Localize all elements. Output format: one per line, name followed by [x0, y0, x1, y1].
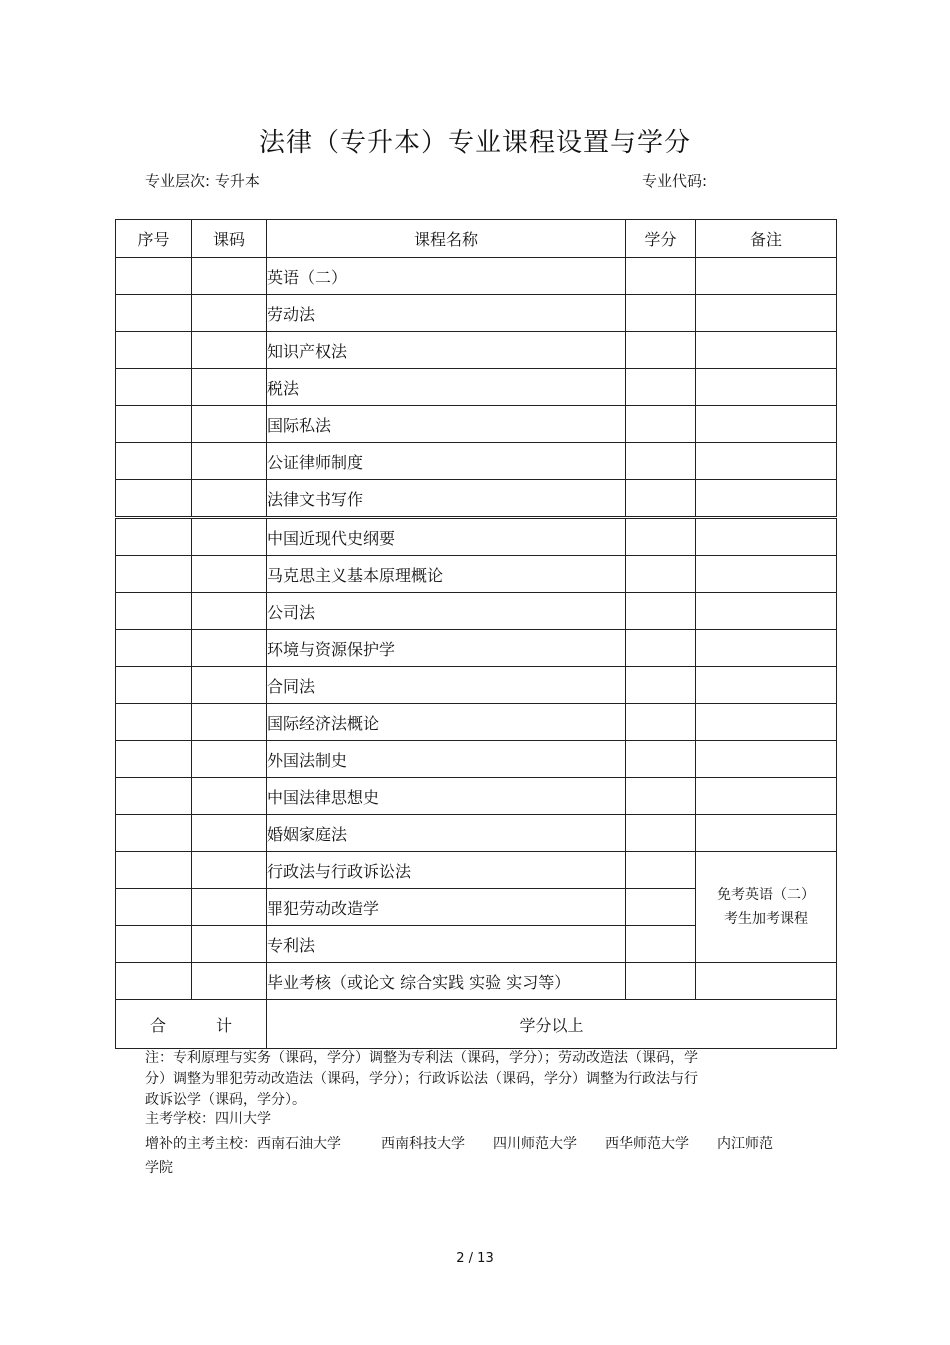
table-row	[116, 480, 837, 518]
remark-cell	[696, 667, 837, 704]
table-row	[116, 741, 837, 778]
index-cell	[116, 963, 192, 1000]
extra-school: 西南石油大学	[257, 1136, 341, 1152]
index-cell	[116, 480, 192, 518]
course-name-cell: 中国法律思想史	[267, 778, 626, 815]
major-level-value: 专升本	[214, 172, 260, 190]
remark-line: 考生加考课程	[724, 911, 808, 927]
credit-cell	[626, 778, 696, 815]
remark-cell	[696, 815, 837, 852]
credit-cell	[626, 667, 696, 704]
table-row	[116, 556, 837, 593]
code-cell	[192, 556, 267, 593]
table-row	[116, 332, 837, 369]
code-cell	[192, 369, 267, 406]
total-label-char: 计	[216, 1015, 233, 1035]
course-name-cell: 法律文书写作	[267, 480, 626, 518]
main-exam-school: 主考学校：四川大学	[145, 1111, 271, 1127]
remark-cell	[696, 630, 837, 667]
code-cell	[192, 258, 267, 295]
credit-cell	[626, 369, 696, 406]
code-cell	[192, 778, 267, 815]
code-cell	[192, 667, 267, 704]
header-credit: 学分	[626, 220, 696, 258]
credit-cell	[626, 704, 696, 741]
course-name-cell: 劳动法	[267, 295, 626, 332]
code-cell	[192, 443, 267, 480]
table-row	[116, 593, 837, 630]
remark-cell	[696, 593, 837, 630]
course-name-cell: 行政法与行政诉讼法	[267, 852, 626, 889]
extra-school: 西华师范大学	[605, 1136, 689, 1152]
code-cell	[192, 630, 267, 667]
credit-cell	[626, 815, 696, 852]
table-row	[116, 295, 837, 332]
remark-cell	[696, 295, 837, 332]
extra-school: 内江师范	[717, 1136, 773, 1152]
index-cell	[116, 630, 192, 667]
table-row	[116, 369, 837, 406]
credit-cell	[626, 518, 696, 556]
extra-exam-schools	[145, 1132, 825, 1180]
code-cell	[192, 741, 267, 778]
index-cell	[116, 741, 192, 778]
remark-cell	[696, 741, 837, 778]
remark-cell	[696, 406, 837, 443]
extra-schools-label: 增补的主考主校：	[145, 1136, 257, 1152]
credit-cell	[626, 295, 696, 332]
course-name-cell: 税法	[267, 369, 626, 406]
total-value-cell: 学分以上	[267, 1000, 837, 1049]
table-row	[116, 852, 837, 889]
index-cell	[116, 443, 192, 480]
remark-line: 免考英语（二）	[717, 887, 815, 903]
remark-cell	[696, 963, 837, 1000]
index-cell	[116, 556, 192, 593]
table-row	[116, 443, 837, 480]
table-row	[116, 518, 837, 556]
code-cell	[192, 295, 267, 332]
remark-cell	[696, 443, 837, 480]
remark-merged-cell	[696, 852, 837, 963]
table-row	[116, 630, 837, 667]
total-row	[116, 1000, 837, 1049]
page-indicator: 2 / 13	[456, 1251, 494, 1266]
index-cell	[116, 667, 192, 704]
index-cell	[116, 369, 192, 406]
code-cell	[192, 480, 267, 518]
index-cell	[116, 778, 192, 815]
code-cell	[192, 518, 267, 556]
credit-cell	[626, 258, 696, 295]
index-cell	[116, 295, 192, 332]
total-label-char: 合	[149, 1015, 166, 1035]
credit-cell	[626, 741, 696, 778]
course-name-cell: 中国近现代史纲要	[267, 518, 626, 556]
credit-cell	[626, 443, 696, 480]
index-cell	[116, 593, 192, 630]
course-name-cell: 国际私法	[267, 406, 626, 443]
major-code	[642, 170, 707, 191]
footnote-line: 注：专利原理与实务（课码，学分）调整为专利法（课码，学分）；劳动改造法（课码，学	[145, 1050, 698, 1066]
table-header-row	[116, 220, 837, 258]
credit-cell	[626, 480, 696, 518]
code-cell	[192, 852, 267, 889]
course-name-cell: 公司法	[267, 593, 626, 630]
index-cell	[116, 518, 192, 556]
credit-cell	[626, 852, 696, 889]
table-row	[116, 704, 837, 741]
course-name-cell: 毕业考核（或论文 综合实践 实验 实习等）	[267, 963, 626, 1000]
course-name-cell: 专利法	[267, 926, 626, 963]
code-cell	[192, 889, 267, 926]
credit-cell	[626, 889, 696, 926]
remark-cell	[696, 556, 837, 593]
credit-cell	[626, 593, 696, 630]
credit-cell	[626, 406, 696, 443]
table-row	[116, 778, 837, 815]
course-name-cell: 英语（二）	[267, 258, 626, 295]
extra-school: 西南科技大学	[381, 1136, 465, 1152]
footnote-line: 分）调整为罪犯劳动改造法（课码，学分）；行政诉讼法（课码，学分）调整为行政法与行	[145, 1071, 698, 1087]
course-name-cell: 公证律师制度	[267, 443, 626, 480]
course-name-cell: 婚姻家庭法	[267, 815, 626, 852]
code-cell	[192, 332, 267, 369]
footnote-line: 政诉讼学（课码，学分）。	[145, 1092, 306, 1108]
major-level-label: 专业层次:	[145, 172, 211, 190]
header-code: 课码	[192, 220, 267, 258]
remark-cell	[696, 704, 837, 741]
remark-cell	[696, 518, 837, 556]
header-remark: 备注	[696, 220, 837, 258]
credit-cell	[626, 556, 696, 593]
remark-cell	[696, 369, 837, 406]
credit-cell	[626, 630, 696, 667]
remark-cell	[696, 480, 837, 518]
header-course-name: 课程名称	[267, 220, 626, 258]
remark-cell	[696, 778, 837, 815]
course-name-cell: 合同法	[267, 667, 626, 704]
header-index: 序号	[116, 220, 192, 258]
course-name-cell: 外国法制史	[267, 741, 626, 778]
footnote	[145, 1048, 745, 1111]
course-name-cell: 知识产权法	[267, 332, 626, 369]
index-cell	[116, 704, 192, 741]
index-cell	[116, 332, 192, 369]
course-name-cell: 环境与资源保护学	[267, 630, 626, 667]
major-code-label: 专业代码:	[642, 172, 708, 190]
code-cell	[192, 406, 267, 443]
remark-cell	[696, 332, 837, 369]
code-cell	[192, 593, 267, 630]
table-row	[116, 963, 837, 1000]
page-title: 法律（专升本）专业课程设置与学分	[258, 128, 691, 158]
table-row	[116, 815, 837, 852]
index-cell	[116, 406, 192, 443]
code-cell	[192, 926, 267, 963]
remark-cell	[696, 258, 837, 295]
index-cell	[116, 258, 192, 295]
credit-cell	[626, 963, 696, 1000]
table-row	[116, 667, 837, 704]
index-cell	[116, 815, 192, 852]
code-cell	[192, 963, 267, 1000]
code-cell	[192, 815, 267, 852]
course-table	[115, 219, 837, 1049]
course-name-cell: 国际经济法概论	[267, 704, 626, 741]
credit-cell	[626, 332, 696, 369]
table-row	[116, 406, 837, 443]
index-cell	[116, 889, 192, 926]
code-cell	[192, 704, 267, 741]
course-name-cell: 罪犯劳动改造学	[267, 889, 626, 926]
course-table-body	[116, 258, 837, 1049]
course-name-cell: 马克思主义基本原理概论	[267, 556, 626, 593]
credit-cell	[626, 926, 696, 963]
total-label-cell	[116, 1000, 267, 1049]
index-cell	[116, 926, 192, 963]
index-cell	[116, 852, 192, 889]
major-level	[145, 170, 260, 191]
table-row	[116, 258, 837, 295]
extra-school-tail: 学院	[145, 1160, 173, 1176]
extra-school: 四川师范大学	[493, 1136, 577, 1152]
